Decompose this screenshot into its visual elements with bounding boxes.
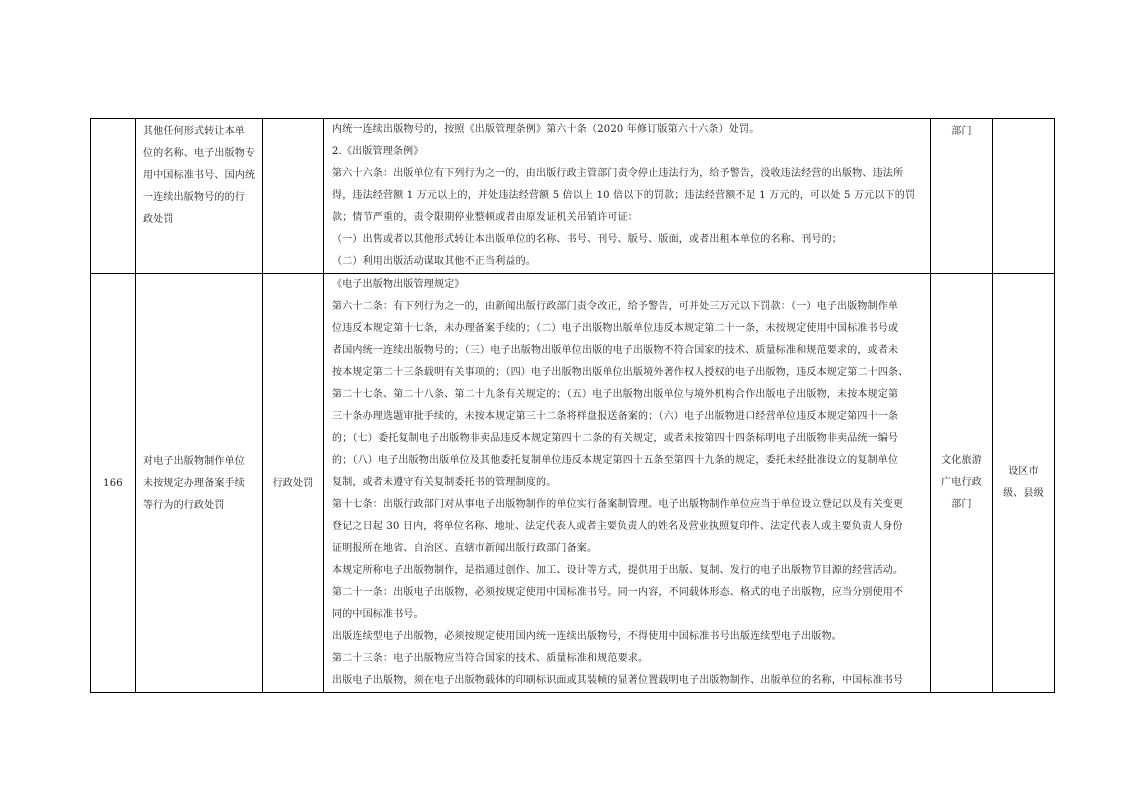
legal-basis-line: 的；（七）委托复制电子出版物非卖品违反本规定第四十二条的有关规定，或者未按第四十四条标明电子出版物非卖品统一编号	[332, 433, 899, 444]
item-name-line: 对电子出版物制作单位	[143, 456, 245, 467]
department-line: 广电行政	[941, 477, 982, 488]
legal-basis-line: 出版连续型电子出版物，必须按规定使用国内统一连续出版物号，不得使用中国标准书号出版连续型电子出版物。	[332, 631, 842, 642]
item-name-cell	[136, 119, 263, 274]
legal-basis-line: 2.《出版管理条例》	[332, 146, 424, 157]
table-row	[91, 274, 1055, 693]
legal-basis-line: 第六十二条：有下列行为之一的，由新闻出版行政部门责令改正，给予警告，可并处三万元以下罚款：（一）电子出版物制作单	[332, 301, 899, 312]
department-cell	[931, 119, 993, 274]
item-name-line: 一连续出版物号的的行	[143, 192, 245, 203]
item-name-line: 等行为的行政处罚	[143, 500, 225, 511]
legal-basis-line: 第十七条：出版行政部门对从事电子出版物制作的单位实行备案制管理。电子出版物制作单位应当于单位设立登记以及有关变更	[332, 499, 904, 510]
legal-basis-line: 第二十三条：电子出版物应当符合国家的技术、质量标准和规范要求。	[332, 653, 649, 664]
legal-basis-line: 位违反本规定第十七条，未办理备案手续的；（二）电子出版物出版单位违反本规定第二十一条，未按规定使用中国标准书号或	[332, 323, 899, 334]
item-name-line: 未按规定办理备案手续	[143, 478, 245, 489]
legal-basis-line: 得，违法经营额 1 万元以上的，并处违法经营额 5 倍以上 10 倍以下的罚款；违法经营额不足 1 万元的，可以处 5 万元以下的罚	[332, 190, 916, 201]
legal-basis-line: 登记之日起 30 日内，将单位名称、地址、法定代表人或者主要负责人的姓名及营业执照复印件、法定代表人或主要负责人身份	[332, 521, 903, 532]
legal-basis-line: 者国内统一连续出版物号的；（三）电子出版物出版单位出版的电子出版物不符合国家的技术、质量标准和规范要求的，或者未	[332, 345, 899, 356]
legal-basis-line: 按本规定第二十三条载明有关事项的；（四）电子出版物出版单位出版境外著作权人授权的电子出版物，违反本规定第二十四条、	[332, 367, 909, 378]
item-name-cell	[136, 274, 263, 693]
legal-basis-line: 出版电子出版物，须在电子出版物载体的印刷标识面或其装帧的显著位置载明电子出版物制作、出版单位的名称，中国标准书号	[332, 675, 904, 686]
legal-basis-line: 内统一连续出版物号的，按照《出版管理条例》第六十条（2020 年修订版第六十六条）处罚。	[332, 124, 760, 135]
item-name-line: 用中国标准书号、国内统	[143, 170, 256, 181]
item-type: 行政处罚	[272, 478, 314, 489]
legal-basis-line: 款；情节严重的，责令限期停业整顿或者由原发证机关吊销许可证：	[332, 212, 638, 223]
legal-basis-line: 三十条办理选题审批手续的，未按本规定第三十二条将样盘报送备案的；（六）电子出版物进口经营单位违反本规定第四十一条	[332, 411, 899, 422]
enforcement-items-table	[90, 118, 1055, 693]
legal-basis-line: 第六十六条：出版单位有下列行为之一的，由出版行政主管部门责令停止违法行为，给予警告，没收违法经营的出版物、违法所	[332, 168, 904, 179]
level-cell	[993, 119, 1055, 274]
table-row	[91, 119, 1055, 274]
item-number: 166	[103, 478, 123, 489]
level-line: 级、县级	[1003, 488, 1044, 499]
legal-basis-line: 第二十七条、第二十八条、第二十九条有关规定的；（五）电子出版物出版单位与境外机构合作出版电子出版物，未按本规定第	[332, 389, 899, 400]
level-line: 设区市	[1008, 466, 1039, 477]
legal-basis-cell	[324, 274, 931, 693]
item-name-line: 政处罚	[143, 214, 174, 225]
legal-basis-line: （一）出售或者以其他形式转让本出版单位的名称、书号、刊号、版号、版面，或者出租本单位的名称、刊号的；	[332, 234, 842, 245]
department-line: 部门	[951, 126, 972, 137]
item-type-cell	[263, 119, 324, 274]
legal-basis-line: （二）利用出版活动谋取其他不正当利益的。	[332, 256, 536, 267]
legal-basis-line: 本规定所称电子出版物制作，是指通过创作、加工、设计等方式，提供用于出版、复制、发行的电子出版物节目源的经营活动。	[332, 565, 904, 576]
legal-basis-line: 的；（八）电子出版物出版单位及其他委托复制单位违反本规定第四十五条至第四十九条的规定，委托未经批准设立的复制单位	[332, 455, 899, 466]
legal-basis-line: 复制，或者未遵守有关复制委托书的管理制度的。	[332, 477, 557, 488]
legal-basis-line: 证明报所在地省、自治区、直辖市新闻出版行政部门备案。	[332, 543, 598, 554]
department-line: 部门	[951, 499, 972, 510]
legal-basis-line: 同的中国标准书号。	[332, 609, 424, 620]
item-name-line: 其他任何形式转让本单	[143, 126, 245, 137]
level-cell	[993, 274, 1055, 693]
legal-basis-line: 《电子出版物出版管理规定》	[332, 279, 465, 290]
item-number-cell	[91, 274, 136, 693]
item-name-line: 位的名称、电子出版物专	[143, 148, 256, 159]
item-number-cell	[91, 119, 136, 274]
item-type-cell	[263, 274, 324, 693]
department-cell	[931, 274, 993, 693]
department-line: 文化旅游	[941, 455, 982, 466]
legal-basis-cell	[324, 119, 931, 274]
legal-basis-line: 第二十一条：出版电子出版物，必须按规定使用中国标准书号。同一内容，不同载体形态、格式的电子出版物，应当分别使用不	[332, 587, 904, 598]
